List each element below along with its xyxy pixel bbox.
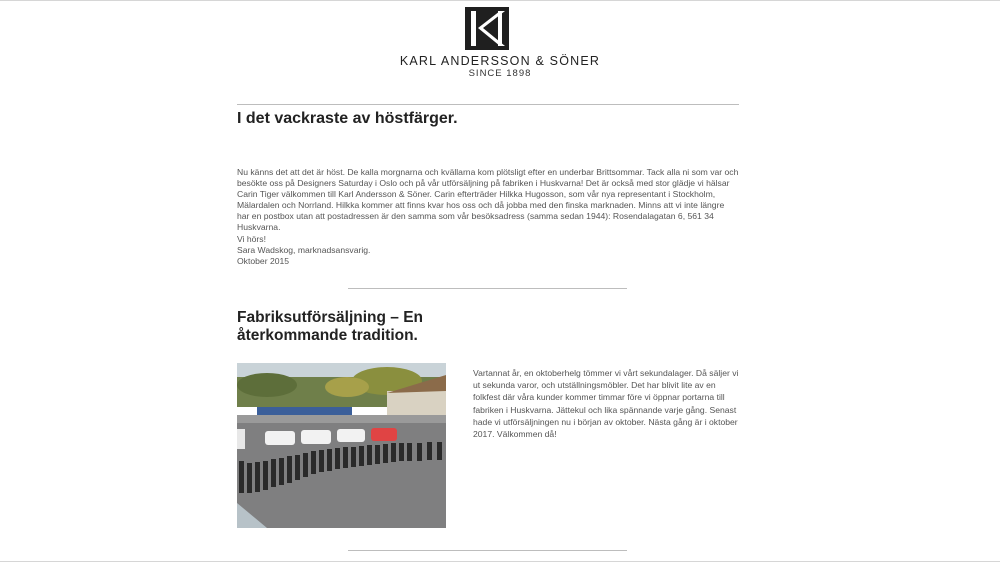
section-divider	[348, 288, 627, 289]
article-line: Nu känns det att det är höst. De kalla morgnarna och kvällarna kom plötsligt efter en underbar Brittsommar. Tack alla ni som var och	[237, 167, 739, 177]
ka-monogram-icon[interactable]	[465, 7, 509, 50]
article-date: Oktober 2015	[237, 255, 290, 266]
article-title: I det vackraste av höstfärger.	[237, 110, 458, 127]
article-line: Carin Tiger välkommen till Karl Andersson & Söner. Carin efterträder Hilkka Hugosson, som vår nya representant i Stockholm,	[237, 189, 716, 200]
section-divider	[237, 104, 739, 105]
article-body	[237, 167, 739, 267]
brand-since: SINCE 1898	[468, 68, 532, 79]
bottom-border	[0, 561, 1000, 562]
article-line: hade vi utförsäljningen nu i början av oktober. Nästa gång är i oktober	[473, 416, 738, 427]
article-line: Vi hörs!	[237, 233, 266, 244]
section-divider	[348, 550, 627, 551]
article-line: Mälardalen och Norrland. Hilkka kommer att finns kvar hos oss och då jobba med den finska marknaden. Minns att vi inte längre	[237, 200, 725, 211]
article-line: har en postbox utan att postadressen är den samma som vår besöksadress (samma sedan 1944): Rosendalagatan 6, 561 34	[237, 211, 714, 222]
article-line: Huskvarna.	[237, 222, 281, 233]
article-line: besökte oss på Designers Saturday i Oslo och på vår utförsäljning på fabriken i Huskvarna! Det är också med stor glädje vi hälsar	[237, 178, 730, 189]
factory-sale-photo	[237, 363, 446, 528]
article-line: Vartannat år, en oktoberhelg tömmer vi vårt sekundalager. Då säljer vi	[473, 368, 739, 378]
article-line: ut sekunda varor, och utställningsmöbler. Det har blivit lite av en	[473, 380, 716, 391]
article-line: fabriken i Huskvarna. Jättekul och lika spännande varje gång. Senast	[473, 404, 737, 415]
article-body	[473, 367, 743, 440]
article-line: folkfest där våra kunder kommer timmar före vi öppnar portarna till	[473, 392, 725, 403]
article-line: Sara Wadskog, marknadsansvarig.	[237, 244, 371, 255]
article-line: 2017. Välkommen då!	[473, 429, 557, 440]
brand-name: KARL ANDERSSON & SÖNER	[399, 54, 601, 68]
article-title: Fabriksutförsäljning – En återkommande tradition.	[237, 309, 424, 344]
top-border	[0, 0, 1000, 1]
